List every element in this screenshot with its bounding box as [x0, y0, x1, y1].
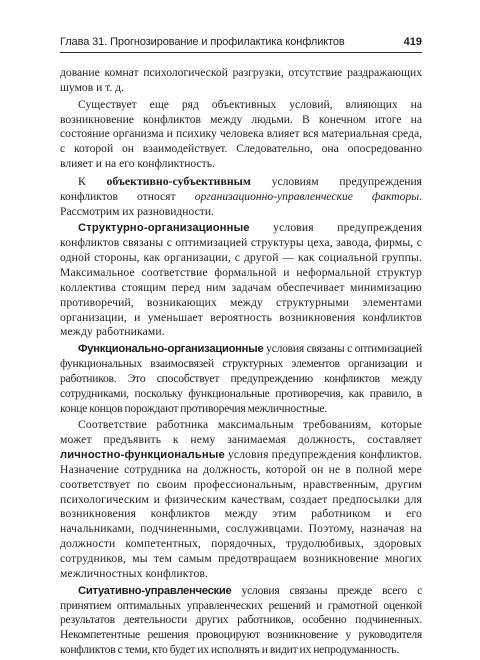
paragraph-objective-conditions [60, 98, 422, 172]
paragraph-text: . Рассмотрим их разновидности. [60, 189, 422, 218]
italic-term-org-factors: организационно-управленческие факторы [194, 189, 420, 203]
chapter-title: Глава 31. Прогнозирование и профилактика конфликтов [60, 36, 345, 48]
paragraph-personal-functional [60, 418, 422, 581]
paragraph-text: условия предупреждения конфликтов. Назначение сотрудника на должность, которой он не в полной мере соответствует по своим профессиональным, нравственным, другим психологическим и физическим качествам, создает предпосылки для возникновения конфликтов между этим работником и его начальниками, подчиненными, сослуживцами. Поэтому, назначая на должности компетентных, порядочных, трудолюбивых, здоровых сотрудников, мы тем самым предотвращаем возникновение многих межличностных конфликтов. [60, 448, 422, 580]
term-personal-functional: личностно-функциональные [60, 449, 225, 462]
paragraph-continuation [60, 66, 422, 96]
paragraph-structural [60, 221, 422, 340]
term-functional-organizational: Функционально-организационные [78, 343, 264, 356]
paragraph-text: Существует еще ряд объективных условий, влияющих на возникновение конфликтов между людьми. В конечном итоге на состояние организма и психику человека влияет вся материальная среда, с которой он взаимодействует. Следовательно, она опосредованно влияет и на его конфликтность. [60, 97, 422, 171]
term-objective-subjective: объективно-субъективным [106, 173, 251, 188]
paragraph-objective-subjective [60, 174, 422, 220]
paragraph-text: условия связаны прежде всего с принятием оптимальных управленческих решений и грамотной оценкой результатов деятельности других работников, особенно подчиненных. Некомпетентные решения провоцируют возникновение у руководителя конфликтов с теми, кто будет их исполнять и видит их непродуманность. [60, 583, 422, 657]
page-number: 419 [403, 36, 422, 48]
paragraph-functional [60, 342, 422, 416]
running-header [60, 32, 422, 53]
paragraph-text: Соответствие работника максимальным требованиям, которые может предъявить к нему занимаемая должность, составляет [60, 418, 422, 447]
paragraph-text: условиям предупреждения конфликтов относят [60, 174, 422, 203]
paragraph-text: дование комнат психологической разгрузки, отсутствие раздражающих шумов и т. д. [60, 66, 422, 94]
term-situational-managerial: Ситуативно-управленческие [78, 584, 232, 597]
term-structural-organizational: Структурно-организационные [78, 222, 250, 235]
paragraph-text: К [78, 174, 107, 188]
paragraph-situational [60, 584, 422, 658]
paragraph-text: условия предупреждения конфликтов связаны с оптимизацией структуры цеха, завода, фирмы, с одной стороны, как организации, с другой — как социальной группы. Максимальное соответствие формальной и неформальной структур коллектива стоящим перед ним задачам обеспечивает минимизацию противоречий, возникающих между структурными элементами организации, и уменьшает вероятность возникновения конфликтов между работниками. [60, 221, 422, 339]
paragraph-text: условия связаны с оптимизацией функциональных взаимосвязей структурных элементов организации и работников. Это способствует предупреждению конфликтов между сотрудниками, поскольку функциональные противоречия, как правило, в конце концов порождают противоречия межличностные. [60, 342, 422, 415]
page-body [60, 66, 422, 660]
